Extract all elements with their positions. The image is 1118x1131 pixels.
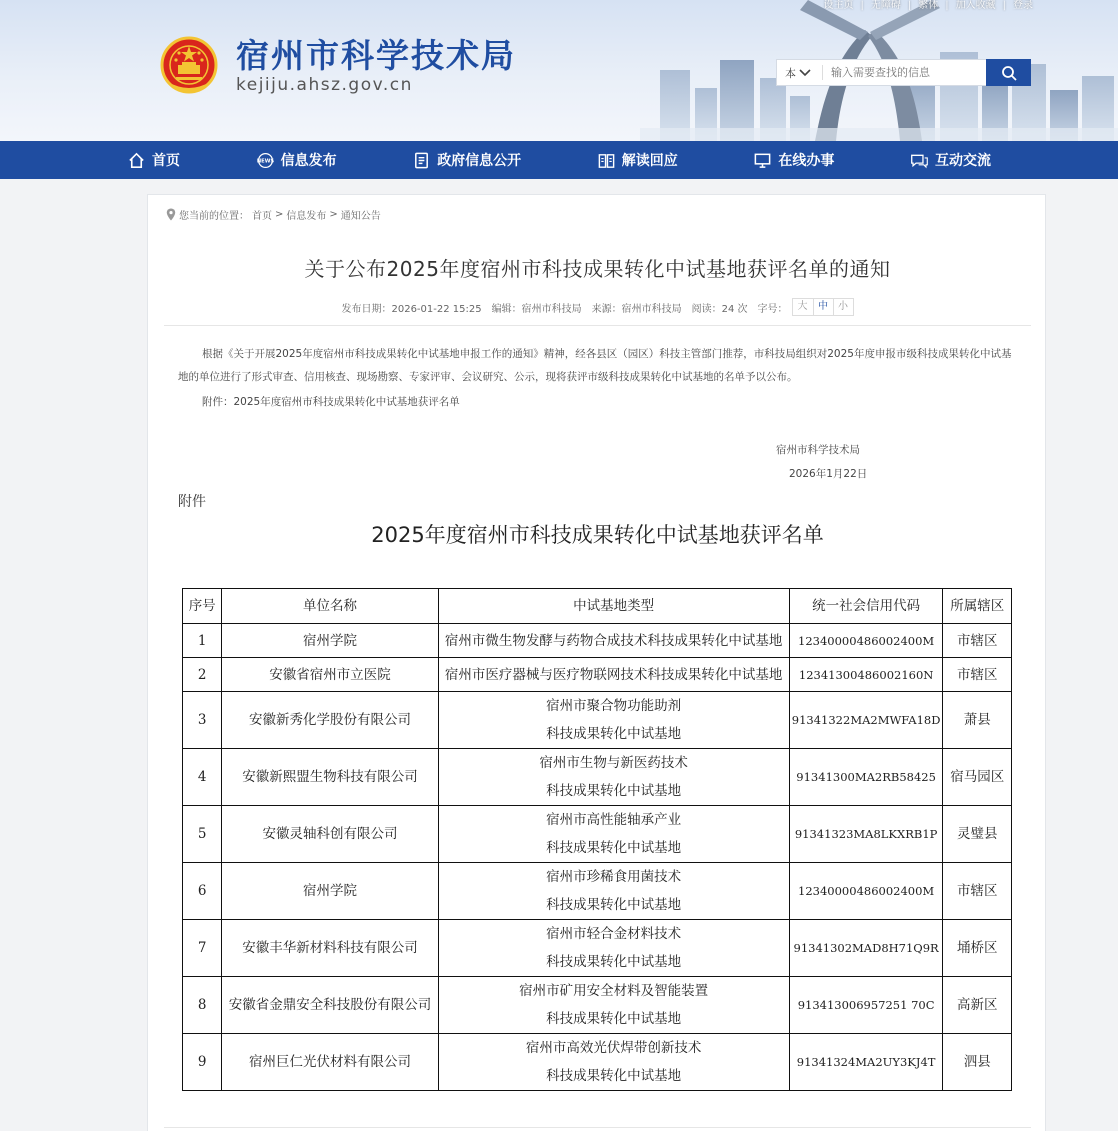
cell-area: 市辖区	[943, 658, 1012, 692]
top-links-bar	[817, 0, 1041, 12]
cell-type-line1: 宿州市聚合物功能助剂	[546, 698, 682, 714]
divider	[164, 325, 1031, 326]
svg-text:NEWS: NEWS	[256, 158, 274, 165]
nav-item-interaction[interactable]	[902, 141, 999, 179]
cell-code: 12340000486002400M	[789, 863, 943, 920]
book-icon	[597, 151, 616, 170]
header-area: 所属辖区	[943, 589, 1012, 624]
breadcrumb-notice[interactable]: 通知公告	[340, 211, 381, 222]
font-size-switch	[792, 298, 854, 316]
views-count: 24 次	[721, 303, 748, 315]
cell-type-line2: 科技成果转化中试基地	[546, 897, 682, 913]
cell-no: 9	[183, 1034, 222, 1091]
cell-unit: 安徽新秀化学股份有限公司	[222, 692, 438, 749]
editor-group	[492, 300, 582, 315]
cell-code: 91341324MA2UY3KJ4T	[789, 1034, 943, 1091]
nav-item-home[interactable]	[119, 141, 188, 179]
cell-type	[438, 1034, 789, 1091]
table-row	[183, 749, 1012, 806]
cell-area: 市辖区	[943, 863, 1012, 920]
cell-no: 2	[183, 658, 222, 692]
cell-code: 91341323MA8LKXRB1P	[789, 806, 943, 863]
search-input[interactable]	[823, 60, 986, 85]
cell-type-line2: 科技成果转化中试基地	[546, 726, 682, 742]
top-link-homepage[interactable]: 设主页	[823, 0, 854, 11]
cell-code: 91341302MAD8H71Q9R	[789, 920, 943, 977]
cell-type-line2: 科技成果转化中试基地	[546, 1068, 682, 1084]
cell-unit: 安徽丰华新材料科技有限公司	[222, 920, 438, 977]
cell-type-line1: 宿州市珍稀食用菌技术	[546, 869, 682, 885]
separator: |	[1002, 0, 1006, 11]
publish-date: 2026-01-22 15:25	[391, 303, 482, 315]
nav-item-gov-info[interactable]	[404, 141, 529, 179]
editor-label: 编辑：	[491, 303, 522, 315]
cell-type-line1: 宿州市生物与新医药技术	[539, 755, 688, 771]
cell-type-line1: 宿州市高效光伏焊带创新技术	[525, 1040, 702, 1056]
top-link-login[interactable]: 登录	[1013, 0, 1033, 11]
nav-item-label: 首页	[152, 153, 180, 169]
search-button[interactable]	[986, 59, 1031, 86]
cell-no: 7	[183, 920, 222, 977]
cell-type: 宿州市微生物发酵与药物合成技术科技成果转化中试基地	[438, 624, 789, 658]
cell-no: 5	[183, 806, 222, 863]
article-meta	[148, 298, 1047, 316]
breadcrumb-prefix: 您当前的位置：	[179, 211, 249, 222]
nav-item-online-service[interactable]	[745, 141, 842, 179]
separator: |	[860, 0, 864, 11]
divider	[164, 1127, 1031, 1128]
cell-type	[438, 920, 789, 977]
nav-item-label: 互动交流	[934, 153, 991, 169]
table-row	[183, 863, 1012, 920]
publish-date-group	[341, 300, 481, 315]
cell-type-line2: 科技成果转化中试基地	[546, 783, 682, 799]
nav-item-label: 在线办事	[778, 153, 835, 169]
search-scope-select[interactable]	[777, 65, 823, 80]
top-link-traditional[interactable]: 繁体	[918, 0, 939, 11]
location-pin-icon	[166, 208, 176, 221]
cell-area: 萧县	[943, 692, 1012, 749]
cell-type	[438, 863, 789, 920]
cell-unit: 安徽省宿州市立医院	[222, 658, 438, 692]
home-icon	[127, 151, 146, 170]
table-row	[183, 692, 1012, 749]
main-nav	[0, 141, 1118, 179]
site-title: 宿州市科学技术局	[236, 36, 516, 75]
cell-code: 12340000486002400M	[789, 624, 943, 658]
breadcrumb-news[interactable]: 信息发布	[286, 211, 327, 222]
article-panel	[147, 194, 1046, 1131]
source-group	[592, 300, 682, 315]
table-title: 2025年度宿州市科技成果转化中试基地获评名单	[371, 523, 824, 547]
chevron-down-icon	[799, 69, 811, 77]
cell-no: 6	[183, 863, 222, 920]
nav-item-label: 解读回应	[621, 153, 678, 169]
table-row	[183, 658, 1012, 692]
document-icon	[412, 151, 431, 170]
cell-type-line1: 宿州市矿用安全材料及智能装置	[519, 983, 709, 999]
breadcrumb-home[interactable]: 首页	[252, 211, 272, 222]
news-icon	[256, 151, 275, 170]
article-paragraph: 根据《关于开展2025年度宿州市科技成果转化中试基地申报工作的通知》精神，经各县区（园区）科技主管部门推荐，市科技局组织对2025年度申报市级科技成果转化中试基地的单位进行了形式审查、信用核查、现场勘察、专家评审、会议研究、公示，现将获评市级科技成果转化中试基地的名单予以公布。	[178, 348, 1012, 383]
cell-area: 宿马园区	[943, 749, 1012, 806]
editor: 宿州市科技局	[521, 303, 582, 315]
font-size-group	[758, 298, 854, 316]
source: 宿州市科技局	[621, 303, 682, 315]
cell-type-line2: 科技成果转化中试基地	[546, 840, 682, 856]
table-row	[183, 806, 1012, 863]
cell-no: 4	[183, 749, 222, 806]
cell-type	[438, 977, 789, 1034]
publish-date-label: 发布日期：	[341, 303, 392, 315]
monitor-icon	[753, 151, 772, 170]
cell-area: 市辖区	[943, 624, 1012, 658]
nav-item-news[interactable]	[248, 141, 345, 179]
views-label: 阅读：	[691, 303, 722, 315]
attachment-line[interactable]: 附件：2025年度宿州市科技成果转化中试基地获评名单	[202, 396, 460, 408]
cell-code: 12341300486002160N	[789, 658, 943, 692]
national-emblem-icon	[160, 36, 218, 96]
header-code: 统一社会信用代码	[789, 589, 943, 624]
cell-area: 泗县	[943, 1034, 1012, 1091]
source-label: 来源：	[591, 303, 622, 315]
cell-type	[438, 749, 789, 806]
cell-no: 8	[183, 977, 222, 1034]
cell-unit: 安徽灵轴科创有限公司	[222, 806, 438, 863]
site-domain: kejiju.ahsz.gov.cn	[236, 75, 413, 95]
cell-type-line1: 宿州市轻合金材料技术	[546, 926, 682, 942]
cell-code: 91341322MA2MWFA18D	[789, 692, 943, 749]
cell-no: 1	[183, 624, 222, 658]
font-size-small[interactable]: 小	[833, 299, 853, 315]
cell-type-line2: 科技成果转化中试基地	[546, 1011, 682, 1027]
header-unit: 单位名称	[222, 589, 438, 624]
cell-unit: 宿州学院	[222, 863, 438, 920]
table-row	[183, 624, 1012, 658]
header-no: 序号	[183, 589, 222, 624]
font-size-large[interactable]: 大	[797, 301, 808, 312]
cell-area: 埇桥区	[943, 920, 1012, 977]
breadcrumb-separator: >	[275, 209, 284, 220]
cell-unit: 安徽新熙盟生物科技有限公司	[222, 749, 438, 806]
breadcrumb	[166, 207, 381, 222]
cell-area: 高新区	[943, 977, 1012, 1034]
table-row	[183, 977, 1012, 1034]
views-group	[692, 300, 748, 315]
breadcrumb-separator: >	[329, 209, 338, 220]
top-link-accessibility[interactable]: 无障碍	[870, 0, 901, 11]
font-size-medium[interactable]: 中	[813, 299, 833, 315]
award-list-table	[182, 588, 1012, 1091]
nav-item-label: 政府信息公开	[437, 153, 522, 169]
nav-item-label: 信息发布	[280, 153, 337, 169]
cell-code: 91341300MA2RB58425	[789, 749, 943, 806]
cell-type: 宿州市医疗器械与医疗物联网技术科技成果转化中试基地	[438, 658, 789, 692]
cell-no: 3	[183, 692, 222, 749]
cell-unit: 宿州学院	[222, 624, 438, 658]
annex-label: 附件	[178, 494, 206, 510]
table-row	[183, 920, 1012, 977]
signature: 宿州市科学技术局	[776, 444, 860, 456]
cell-type-line1: 宿州市高性能轴承产业	[546, 812, 682, 828]
header-type: 中试基地类型	[438, 589, 789, 624]
nav-item-interpret[interactable]	[589, 141, 686, 179]
article-title: 关于公布2025年度宿州市科技成果转化中试基地获评名单的通知	[304, 257, 891, 281]
chat-icon	[910, 151, 929, 170]
cell-type-line2: 科技成果转化中试基地	[546, 954, 682, 970]
cell-code: 913413006957251 70C	[789, 977, 943, 1034]
search-scope-label: 本	[785, 66, 796, 80]
cell-unit: 宿州巨仁光伏材料有限公司	[222, 1034, 438, 1091]
sign-date: 2026年1月22日	[789, 468, 868, 480]
cell-type	[438, 806, 789, 863]
separator: |	[945, 0, 949, 11]
separator: |	[907, 0, 912, 11]
top-link-favorite[interactable]: 加入收藏	[955, 0, 996, 11]
table-row	[183, 1034, 1012, 1091]
table-header-row	[183, 589, 1012, 624]
cell-type	[438, 692, 789, 749]
cell-unit: 安徽省金鼎安全科技股份有限公司	[222, 977, 438, 1034]
search-box	[776, 59, 1031, 86]
search-icon	[1001, 65, 1017, 81]
cell-area: 灵璧县	[943, 806, 1012, 863]
site-header	[0, 0, 1118, 141]
font-size-label: 字号：	[757, 303, 788, 315]
